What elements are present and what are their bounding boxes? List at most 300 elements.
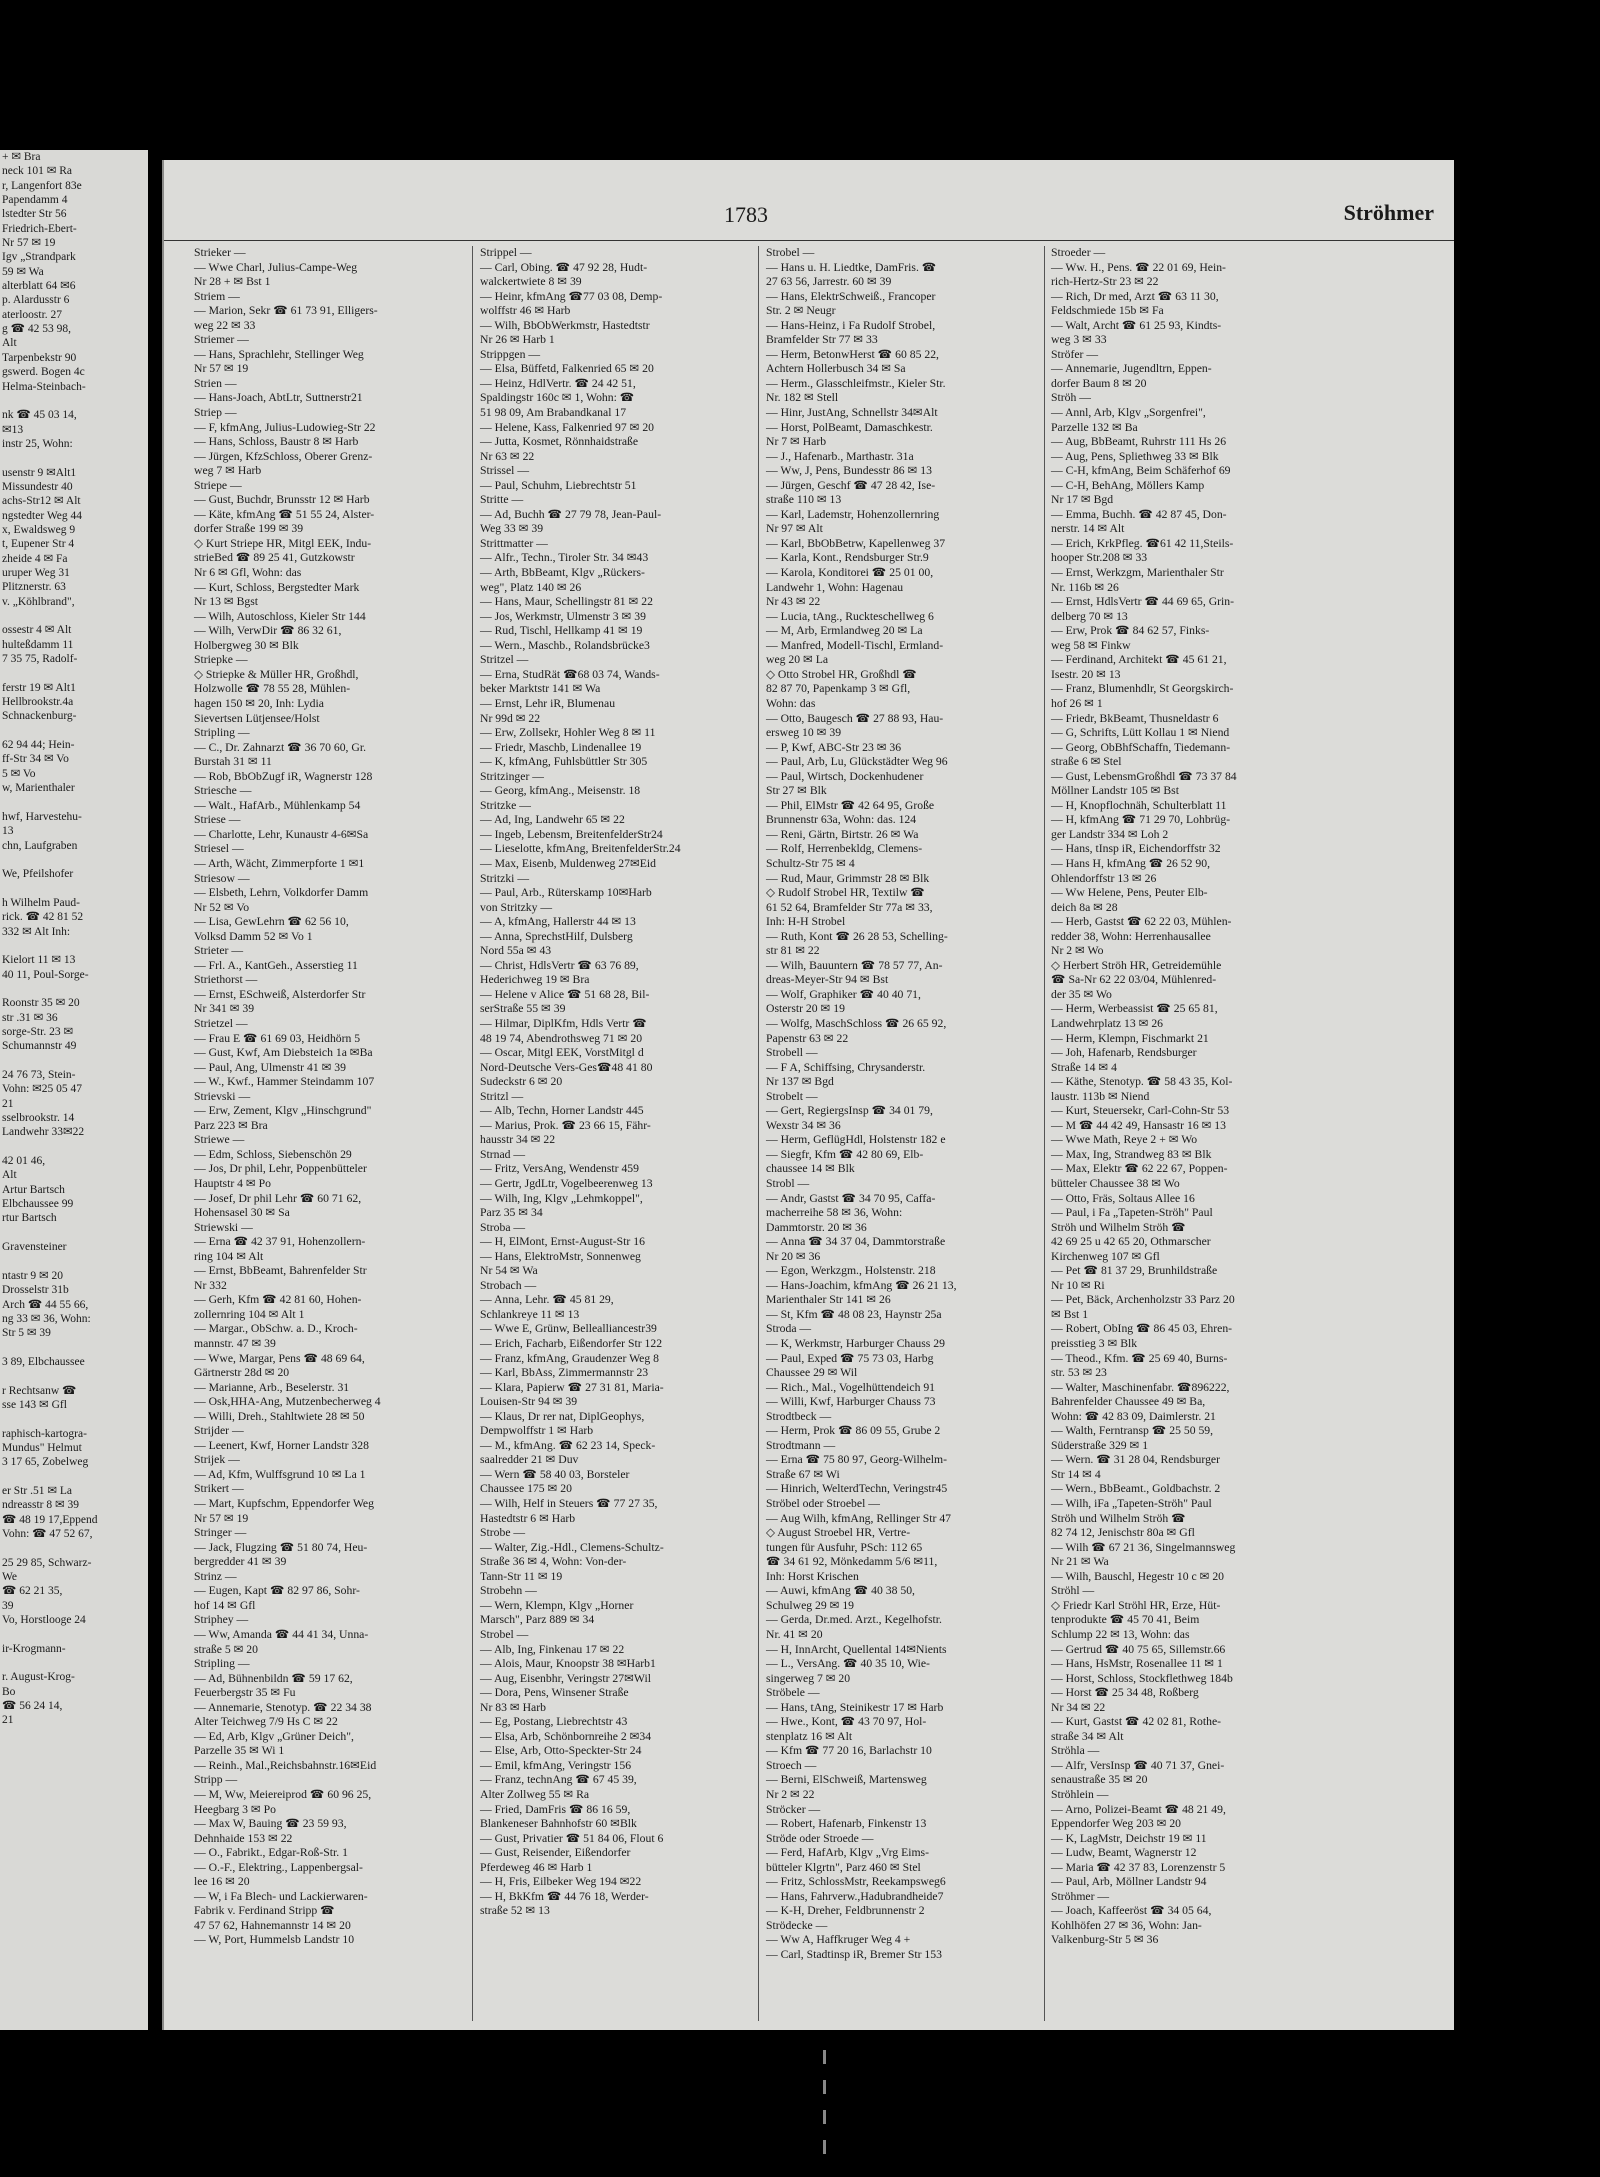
directory-entry-line: Strissel — <box>480 464 530 478</box>
directory-entry-line: Straße 14 ✉ 4 <box>1051 1060 1117 1074</box>
directory-entry-line: — Wwe, Margar, Pens ☎ 48 69 64, <box>194 1351 365 1365</box>
fragment-line <box>0 1627 148 1641</box>
directory-entry-line: — Georg, kfmAng., Meisenstr. 18 <box>480 784 641 798</box>
fragment-line: 59 ✉ Wa <box>2 265 44 278</box>
directory-entry-line: — Käthe, Stenotyp. ☎ 58 43 35, Kol- <box>1051 1075 1233 1089</box>
directory-entry-line: — J., Hafenarb., Marthastr. 31a <box>766 449 914 463</box>
directory-entry-line: Striem — <box>194 289 240 303</box>
directory-entry-line: Nr 21 ✉ Wa <box>1051 1555 1109 1569</box>
directory-entry-line: — Siegfr, Kfm ☎ 42 80 69, Elb- <box>766 1147 924 1161</box>
directory-entry-line: — Ernst, BbBeamt, Bahrenfelder Str <box>194 1264 367 1278</box>
directory-entry-line: Nr 52 ✉ Vo <box>194 900 250 914</box>
fragment-line: ir-Krogmann- <box>2 1642 66 1655</box>
directory-entry-line: walckertwiete 8 ✉ 39 <box>480 275 582 289</box>
directory-entry-line: Striesel — <box>194 842 244 856</box>
fragment-line <box>0 1470 148 1484</box>
fragment-line: 3 89, Elbchaussee <box>2 1355 85 1368</box>
directory-entry-line: Strodtbeck — <box>766 1409 832 1423</box>
fragment-line <box>0 1226 148 1240</box>
directory-entry-line: — Ww, Amanda ☎ 44 41 34, Unna- <box>194 1627 369 1641</box>
directory-entry-line: — Wern., Maschb., Rolandsbrücke3 <box>480 638 650 652</box>
fragment-line: Friedrich-Ebert- <box>2 222 77 235</box>
directory-entry-line: — Ruth, Kont ☎ 26 28 53, Schelling- <box>766 929 948 943</box>
directory-entry-line: — Ww, J, Pens, Bundesstr 86 ✉ 13 <box>766 464 932 478</box>
directory-entry-line: ◇ Kurt Striepe HR, Mitgl EEK, Indu- <box>194 536 372 550</box>
fragment-line: ntastr 9 ✉ 20 <box>2 1269 64 1282</box>
directory-entry-line: — Paul, Wirtsch, Dockenhudener <box>766 769 924 783</box>
fragment-line: hwf, Harvestehu- <box>2 810 82 823</box>
directory-entry-line: Nr 57 ✉ 19 <box>194 1511 249 1525</box>
directory-entry-line: Str. 2 ✉ Neugr <box>766 304 836 318</box>
film-mark <box>823 2140 826 2154</box>
directory-entry-line: Stripling — <box>194 726 250 740</box>
directory-entry-line: 61 52 64, Bramfelder Str 77a ✉ 33, <box>766 900 933 914</box>
fragment-line: ☎ 62 21 35, <box>2 1585 63 1598</box>
directory-entry-line: — Walter, Zig.-Hdl., Clemens-Schultz- <box>480 1540 664 1554</box>
directory-entry-line: — Gust, Kwf, Am Diebsteich 1a ✉Ba <box>194 1046 373 1060</box>
directory-entry-line: — M., kfmAng. ☎ 62 23 14, Speck- <box>480 1438 656 1452</box>
fragment-line: x, Ewaldsweg 9 <box>2 523 76 536</box>
directory-entry-line: — C-H, BehAng, Möllers Kamp <box>1051 478 1205 492</box>
directory-entry-line: Dammtorstr. 20 ✉ 36 <box>766 1220 867 1234</box>
directory-entry-line: — Gertr, JgdLtr, Vogelbeerenweg 13 <box>480 1177 653 1190</box>
directory-entry-line: — Wwe Charl, Julius-Campe-Weg <box>194 260 358 274</box>
directory-entry-line: — Pet ☎ 81 37 29, Brunhildstraße <box>1051 1264 1218 1278</box>
directory-entry-line: Striewe — <box>194 1133 245 1147</box>
directory-entry-line: — Elsa, Arb, Schönbornreihe 2 ✉34 <box>480 1729 652 1743</box>
directory-entry-line: ☎ 34 61 92, Mönkedamm 5/6 ✉11, <box>766 1555 938 1569</box>
directory-entry-line: — Wilh, Autoschloss, Kieler Str 144 <box>194 609 366 623</box>
directory-entry-line: Hohensasel 30 ✉ Sa <box>194 1206 290 1220</box>
directory-entry-line: weg 58 ✉ Finkw <box>1051 638 1131 652</box>
directory-entry-line: — Rolf, Herrenbekldg, Clemens- <box>766 842 923 856</box>
directory-entry-line: — Erich, Facharb, Eißendorfer Str 122 <box>480 1337 663 1351</box>
directory-entry-line: Strödecke — <box>766 1918 828 1932</box>
directory-entry-line: — Ww Helene, Pens, Peuter Elb- <box>1051 886 1208 900</box>
directory-entry-line: ring 104 ✉ Alt <box>194 1249 264 1263</box>
directory-entry-line: dorfer Straße 199 ✉ 39 <box>194 522 304 536</box>
directory-entry-line: 48 19 74, Abendrothsweg 71 ✉ 20 <box>480 1031 643 1045</box>
fragment-line: Schumannstr 49 <box>2 1040 77 1053</box>
directory-entry-line: weg 20 ✉ La <box>766 653 829 667</box>
directory-entry-line: ◇ Otto Strobel HR, Großhdl ☎ <box>766 667 917 681</box>
fragment-line: Papendamm 4 <box>2 194 68 207</box>
fragment-line: Vo, Horstlooge 24 <box>2 1614 86 1627</box>
directory-entry-line: Süderstraße 329 ✉ 1 <box>1051 1438 1149 1452</box>
directory-entry-line: hof 26 ✉ 1 <box>1051 696 1103 710</box>
directory-entry-line: Gärtnerstr 28d ✉ 20 <box>194 1366 290 1380</box>
fragment-line: Alt <box>2 1169 17 1182</box>
directory-entry-line: Parz 223 ✉ Bra <box>194 1118 268 1132</box>
directory-entry-line: Strittmatter — <box>480 536 548 550</box>
directory-entry-line: — Ad, Ing, Landwehr 65 ✉ 22 <box>480 813 625 827</box>
directory-entry-line: ◇ Striepke & Müller HR, Großhdl, <box>194 667 359 681</box>
directory-entry-line: — Alois, Maur, Knoopstr 38 ✉Harb1 <box>480 1657 656 1671</box>
directory-entry-line: — Walt, Archt ☎ 61 25 93, Kindts- <box>1051 318 1222 332</box>
directory-entry-line: Inh: Horst Krischen <box>766 1569 859 1583</box>
directory-entry-line: — Phil, ElMstr ☎ 42 64 95, Große <box>766 798 935 812</box>
directory-entry-line: Parzelle 132 ✉ Ba <box>1051 420 1138 434</box>
directory-entry-line: Striphey — <box>194 1613 249 1627</box>
directory-entry-line: — Franz, Blumenhdlr, St Georgskirch- <box>1051 682 1234 696</box>
running-head: Ströhmer <box>1343 200 1434 225</box>
directory-entry-line: — P, Kwf, ABC-Str 23 ✉ 36 <box>766 740 902 754</box>
directory-entry-line: bergredder 41 ✉ 39 <box>194 1555 287 1569</box>
directory-entry-line: — Dora, Pens, Winsener Straße <box>480 1686 629 1700</box>
directory-entry-line: hooper Str.208 ✉ 33 <box>1051 551 1148 565</box>
fragment-line: We <box>2 1571 18 1584</box>
directory-entry-line: Strijek — <box>194 1453 240 1467</box>
directory-entry-line: — Heinr, kfmAng ☎77 03 08, Demp- <box>480 289 663 303</box>
directory-entry-line: — Jos, Dr phil, Lehr, Poppenbütteler <box>194 1162 367 1176</box>
directory-entry-line: saalredder 21 ✉ Duv <box>480 1453 579 1467</box>
directory-entry-line: Strietzel — <box>194 1016 248 1030</box>
directory-entry-line: — H, ElMont, Ernst-August-Str 16 <box>480 1235 645 1249</box>
directory-entry-line: ◇ August Stroebel HR, Vertre- <box>766 1526 911 1540</box>
directory-entry-line: Dehnhaide 153 ✉ 22 <box>194 1831 293 1845</box>
directory-entry-line: 27 63 56, Jarrestr. 60 ✉ 39 <box>766 275 892 289</box>
directory-entry-line: Alter Teichweg 7/9 Hs C ✉ 22 <box>194 1715 338 1729</box>
directory-entry-line: straße 5 ✉ 20 <box>194 1642 258 1656</box>
directory-entry-line: Stroda — <box>766 1322 812 1336</box>
directory-entry-line: Strien — <box>194 376 237 390</box>
directory-entry-line: Ströh und Wilhelm Ströh ☎ <box>1051 1220 1186 1234</box>
directory-entry-line: — Hans, tAng, Steinikestr 17 ✉ Harb <box>766 1700 944 1714</box>
directory-entry-line: — Marianne, Arb., Beselerstr. 31 <box>194 1380 350 1394</box>
directory-entry-line: Achtern Hollerbusch 34 ✉ Sa <box>766 362 906 376</box>
directory-entry-line: — O.-F., Elektring., Lappenbergsal- <box>194 1860 363 1874</box>
directory-entry-line: — Wilh, Ing, Klgv „Lehmkoppel", <box>480 1191 643 1205</box>
directory-entry-line: — Egon, Werkzgm., Holstenstr. 218 <box>766 1264 936 1278</box>
directory-entry-line: Strikert — <box>194 1482 244 1496</box>
directory-entry-line: Strobe — <box>480 1526 526 1540</box>
directory-entry-line: — Hans, HsMstr, Rosenallee 11 ✉ 1 <box>1051 1657 1223 1671</box>
directory-entry-line: Nr 28 + ✉ Bst 1 <box>194 275 271 289</box>
directory-entry-line: Louisen-Str 94 ✉ 39 <box>480 1395 578 1409</box>
directory-entry-line: — Franz, technAng ☎ 67 45 39, <box>480 1773 637 1787</box>
directory-entry-line: — Herm, Klempn, Fischmarkt 21 <box>1051 1031 1209 1045</box>
directory-entry-line: Spaldingstr 160c ✉ 1, Wohn: ☎ <box>480 391 635 405</box>
directory-entry-line: — Fritz, VersAng, Wendenstr 459 <box>480 1162 639 1176</box>
directory-entry-line: — Auwi, kfmAng ☎ 40 38 50, <box>766 1584 915 1598</box>
directory-entry-line: — Wwe E, Grünw, Bellealliancestr39 <box>480 1322 657 1336</box>
directory-entry-line: senaustraße 35 ✉ 20 <box>1051 1773 1148 1787</box>
directory-entry-line: Holbergweg 30 ✉ Blk <box>194 638 299 652</box>
directory-entry-line: Ströbel oder Stroebel — <box>766 1497 880 1511</box>
directory-entry-line: ◇ Herbert Ströh HR, Getreidemühle <box>1051 958 1222 972</box>
directory-entry-line: — Helene, Kass, Falkenried 97 ✉ 20 <box>480 420 655 434</box>
fragment-line <box>0 795 148 809</box>
film-mark <box>823 2110 826 2124</box>
directory-entry-line: — Gerh, Kfm ☎ 42 81 60, Hohen- <box>194 1293 362 1307</box>
directory-entry-line: — Erna ☎ 75 80 97, Georg-Wilhelm- <box>766 1453 948 1467</box>
fragment-line: achs-Str12 ✉ Alt <box>2 495 81 508</box>
directory-entry-line: — Otto, Baugesch ☎ 27 88 93, Hau- <box>766 711 944 725</box>
directory-entry-line: ◇ Friedr Karl Ströhl HR, Erze, Hüt- <box>1051 1598 1221 1612</box>
fragment-line: w, Marienthaler <box>2 782 75 795</box>
fragment-line: r, Langenfort 83e <box>2 179 82 192</box>
directory-entry-line: rich-Hertz-Str 23 ✉ 22 <box>1051 275 1159 289</box>
directory-entry-line: der 35 ✉ Wo <box>1051 987 1112 1001</box>
directory-entry-line: Str 14 ✉ 4 <box>1051 1467 1101 1481</box>
fragment-line <box>0 609 148 623</box>
directory-entry-line: Nr 99d ✉ 22 <box>480 711 541 725</box>
directory-entry-line: singerweg 7 ✉ 20 <box>766 1671 851 1685</box>
fragment-line <box>0 1656 148 1670</box>
directory-entry-line: Stringer — <box>194 1526 247 1540</box>
directory-entry-line: Strobel — <box>766 246 815 259</box>
directory-entry-line: — Hans, Maur, Schellingstr 81 ✉ 22 <box>480 595 653 609</box>
fragment-line: ☎ 48 19 17,Eppend <box>2 1513 98 1526</box>
directory-entry-line: Ströcker — <box>766 1802 821 1816</box>
directory-entry-line: — H, Fris, Eilbeker Weg 194 ✉22 <box>480 1875 642 1889</box>
directory-entry-line: Valkenburg-Str 5 ✉ 36 <box>1051 1933 1159 1947</box>
directory-entry-line: Bahrenfelder Chaussee 49 ✉ Ba, <box>1051 1395 1206 1409</box>
directory-entry-line: Stroeder — <box>1051 246 1106 259</box>
directory-entry-line: — Anna, Lehr. ☎ 45 81 29, <box>480 1293 614 1307</box>
directory-entry-line: — Willi, Dreh., Stahltwiete 28 ✉ 50 <box>194 1409 365 1423</box>
directory-entry-line: serStraße 55 ✉ 39 <box>480 1002 566 1016</box>
directory-entry-line: — Hans-Joachim, kfmAng ☎ 26 21 13, <box>766 1278 957 1292</box>
fragment-line <box>0 853 148 867</box>
directory-entry-line: Nord-Deutsche Vers-Ges☎48 41 80 <box>480 1060 653 1074</box>
directory-entry-line: — Wolfg, MaschSchloss ☎ 26 65 92, <box>766 1016 947 1030</box>
directory-entry-line: — Otto, Fräs, Soltaus Allee 16 <box>1051 1191 1195 1205</box>
directory-entry-line: Sudeckstr 6 ✉ 20 <box>480 1075 563 1089</box>
directory-entry-line: — Rich, Dr med, Arzt ☎ 63 11 30, <box>1051 289 1219 303</box>
directory-entry-line: — Horst, Schloss, Stockflethweg 184b <box>1051 1671 1233 1685</box>
directory-entry-line: — Herm, Werbeassist ☎ 25 65 81, <box>1051 1002 1218 1016</box>
directory-entry-line: Stritzke — <box>480 798 531 812</box>
fragment-line: 13 <box>2 825 14 838</box>
fragment-line: r. August-Krog- <box>2 1671 75 1684</box>
fragment-line: aterloostr. 27 <box>2 308 63 321</box>
directory-entry-line: — M ☎ 44 42 49, Hansastr 16 ✉ 13 <box>1051 1118 1226 1132</box>
directory-entry-line: — Osk,HHA-Ang, Mutzenbecherweg 4 <box>194 1395 381 1409</box>
directory-entry-line: — Paul, Ang, Ulmenstr 41 ✉ 39 <box>194 1060 346 1074</box>
directory-entry-line: — Robert, ObIng ☎ 86 45 03, Ehren- <box>1051 1322 1233 1336</box>
fragment-line: sorge-Str. 23 ✉ <box>2 1025 74 1038</box>
directory-column-3 <box>764 246 1054 2021</box>
directory-entry-line: — Hinr, JustAng, Schnellstr 34✉Alt <box>766 406 938 420</box>
directory-entry-line: — Wern ☎ 58 40 03, Borsteler <box>480 1467 630 1481</box>
fragment-line: Nr 57 ✉ 19 <box>2 237 56 250</box>
directory-entry-line: — Marion, Sekr ☎ 61 73 91, Elligers- <box>194 304 378 318</box>
directory-entry-line: weg 7 ✉ Harb <box>194 464 262 478</box>
directory-entry-line: Nr 54 ✉ Wa <box>480 1264 538 1278</box>
fragment-line: hulteßdamm 11 <box>2 638 74 651</box>
directory-entry-line: — Fried, DamFris ☎ 86 16 59, <box>480 1802 631 1816</box>
directory-entry-line: Blankeneser Bahnhofstr 60 ✉Blk <box>480 1817 637 1831</box>
directory-entry-line: Bramfelder Str 77 ✉ 33 <box>766 333 878 347</box>
fragment-line: Str 5 ✉ 39 <box>2 1327 51 1340</box>
directory-entry-line: — Aug, Eisenbhr, Veringstr 27✉Wil <box>480 1671 651 1685</box>
directory-entry-line: — O., Fabrikt., Edgar-Roß-Str. 1 <box>194 1846 348 1860</box>
directory-entry-line: Marsch", Parz 889 ✉ 34 <box>480 1613 595 1627</box>
fragment-line: 25 29 85, Schwarz- <box>2 1556 92 1569</box>
directory-entry-line: Chaussee 175 ✉ 20 <box>480 1482 572 1496</box>
fragment-line: Landwehr 33✉22 <box>2 1126 85 1139</box>
directory-entry-line: — Hans, ElektrSchweiß., Francoper <box>766 289 936 303</box>
directory-entry-line: Striepke — <box>194 653 248 667</box>
fragment-line: ☎ 56 24 14, <box>2 1700 63 1713</box>
directory-entry-line: — Lieselotte, kfmAng, BreitenfelderStr.24 <box>480 842 681 856</box>
directory-entry-line: — W., Kwf., Hammer Steindamm 107 <box>194 1075 375 1089</box>
directory-entry-line: — Marius, Prok. ☎ 23 66 15, Fähr- <box>480 1118 651 1132</box>
fragment-line: Bo <box>2 1685 16 1698</box>
directory-entry-line: Ströhla — <box>1051 1744 1100 1758</box>
directory-entry-line: Tann-Str 11 ✉ 19 <box>480 1569 563 1583</box>
directory-entry-line: Kirchenweg 107 ✉ Gfl <box>1051 1249 1160 1263</box>
directory-entry-line: Nr 10 ✉ Ri <box>1051 1278 1105 1292</box>
directory-entry-line: — Aug Wilh, kfmAng, Rellinger Str 47 <box>766 1511 952 1525</box>
fragment-line: 62 94 44; Hein- <box>2 739 75 752</box>
directory-entry-line: — St, Kfm ☎ 48 08 23, Haynstr 25a <box>766 1307 942 1321</box>
directory-entry-line: Eppendorfer Weg 203 ✉ 20 <box>1051 1817 1182 1831</box>
directory-entry-line: — Wilh, iFa „Tapeten-Ströh" Paul <box>1051 1497 1212 1511</box>
fragment-line <box>0 451 148 465</box>
directory-entry-line: — K, Werkmstr, Harburger Chauss 29 <box>766 1337 945 1351</box>
directory-entry-line: — Gust, Privatier ☎ 51 84 06, Flout 6 <box>480 1831 664 1845</box>
directory-entry-line: — Carl, Stadtinsp iR, Bremer Str 153 <box>766 1947 942 1961</box>
directory-entry-line: — Frl. A., KantGeh., Asserstieg 11 <box>194 958 358 972</box>
fragment-line: 3 17 65, Zobelweg <box>2 1456 89 1469</box>
directory-entry-line: — H, InnArcht, Quellental 14✉Nients <box>766 1642 947 1656</box>
fragment-line: Drosselstr 31b <box>2 1284 69 1297</box>
directory-entry-line: 47 57 62, Hahnemannstr 14 ✉ 20 <box>194 1918 351 1932</box>
fragment-line: instr 25, Wohn: <box>2 437 73 450</box>
directory-entry-line: — Gust, LebensmGroßhdl ☎ 73 37 84 <box>1051 769 1237 783</box>
directory-entry-line: — Andr, Gastst ☎ 34 70 95, Caffa- <box>766 1191 936 1205</box>
directory-entry-line: Nr 341 ✉ 39 <box>194 1002 255 1016</box>
directory-entry-line: — Wwe Math, Reye 2 + ✉ Wo <box>1051 1133 1198 1147</box>
directory-entry-line: Nr. 41 ✉ 20 <box>766 1627 823 1641</box>
directory-entry-line: Wohn: das <box>766 696 816 710</box>
directory-entry-line: straße 52 ✉ 13 <box>480 1904 550 1918</box>
fragment-line: ndreasstr 8 ✉ 39 <box>2 1499 80 1512</box>
fragment-line: 24 76 73, Stein- <box>2 1069 76 1081</box>
directory-entry-line: ✉ Bst 1 <box>1051 1307 1089 1321</box>
fragment-line: 40 11, Poul-Sorge- <box>2 968 89 981</box>
directory-entry-line: straße 110 ✉ 13 <box>766 493 842 507</box>
fragment-line <box>0 666 148 680</box>
directory-entry-line: redder 38, Wohn: Herrenhausallee <box>1051 929 1211 943</box>
directory-entry-line: — Gert, RegiergsInsp ☎ 34 01 79, <box>766 1104 933 1118</box>
directory-entry-line: — Jack, Flugzing ☎ 51 80 74, Heu- <box>194 1540 368 1554</box>
directory-entry-line: — Josef, Dr phil Lehr ☎ 60 71 62, <box>194 1191 362 1205</box>
directory-entry-line: Striemer — <box>194 333 249 347</box>
directory-entry-line: Strobell — <box>766 1046 818 1060</box>
directory-entry-line: — Wilh, Bauschl, Hegestr 10 c ✉ 20 <box>1051 1569 1225 1583</box>
directory-entry-line: — L., VersAng. ☎ 40 35 10, Wie- <box>766 1657 930 1671</box>
directory-entry-line: Nr 7 ✉ Harb <box>766 435 827 449</box>
fragment-line: Tarpenbekstr 90 <box>2 351 77 364</box>
directory-entry-line: Volksd Damm 52 ✉ Vo 1 <box>194 929 313 943</box>
directory-entry-line: — Herm, Prok ☎ 86 09 55, Grube 2 <box>766 1424 941 1438</box>
directory-entry-line: — H, kfmAng ☎ 71 29 70, Lohbrüg- <box>1051 813 1231 827</box>
directory-entry-line: — Gust, Buchdr, Brunsstr 12 ✉ Harb <box>194 493 370 507</box>
directory-entry-line: — Kurt, Gastst ☎ 42 02 81, Rothe- <box>1051 1715 1222 1729</box>
directory-entry-line: — Ad, Buchh ☎ 27 79 78, Jean-Paul- <box>480 507 662 521</box>
directory-entry-line: Nr 2 ✉ Wo <box>1051 944 1104 958</box>
directory-entry-line: Möllner Landstr 105 ✉ Bst <box>1051 784 1179 798</box>
fragment-line: 21 <box>2 1097 14 1110</box>
fragment-line: gswerd. Bogen 4c <box>2 366 85 379</box>
directory-entry-line: — Georg, ObBhfSchaffn, Tiedemann- <box>1051 740 1231 754</box>
directory-entry-line: — Willi, Kwf, Harburger Chauss 73 <box>766 1395 936 1409</box>
directory-entry-line: — Reinh., Mal.,Reichsbahnstr.16✉Eid <box>194 1758 377 1772</box>
directory-entry-line: Strieter — <box>194 944 244 958</box>
directory-entry-line: — Ed, Arb, Klgv „Grüner Deich", <box>194 1729 354 1743</box>
directory-entry-line: — Karl, Lademstr, Hohenzollernring <box>766 507 940 521</box>
directory-entry-line: strieBed ☎ 89 25 41, Gutzkowstr <box>194 551 355 565</box>
directory-entry-line: — Paul, Arb, Möllner Landstr 94 <box>1051 1875 1207 1889</box>
directory-entry-line: Chaussee 29 ✉ Wil <box>766 1366 858 1380</box>
directory-entry-line: Nr. 116b ✉ 26 <box>1051 580 1119 594</box>
directory-entry-line: dorfer Baum 8 ✉ 20 <box>1051 376 1147 390</box>
directory-entry-line: — C., Dr. Zahnarzt ☎ 36 70 60, Gr. <box>194 740 366 754</box>
fragment-line: Igv „Strandpark <box>2 251 76 264</box>
directory-entry-line: — Friedr, Maschb, Lindenallee 19 <box>480 740 642 754</box>
directory-entry-line: — Alfr., Techn., Tiroler Str. 34 ✉43 <box>480 551 649 565</box>
directory-entry-line: — Joach, Kaffeeröst ☎ 34 05 64, <box>1051 1904 1212 1918</box>
fragment-line: Helma-Steinbach- <box>2 380 86 393</box>
directory-entry-line: — Ernst, HdlsVertr ☎ 44 69 65, Grin- <box>1051 595 1235 609</box>
directory-entry-line: Dempwolffstr 1 ✉ Harb <box>480 1424 594 1438</box>
directory-entry-line: — Ingeb, Lebensm, BreitenfelderStr24 <box>480 827 663 841</box>
directory-entry-line: — Hans, Sprachlehr, Stellinger Weg <box>194 347 364 361</box>
directory-entry-line: — Aug, BbBeamt, Ruhrstr 111 Hs 26 <box>1051 435 1227 449</box>
directory-entry-line: — Max, Elektr ☎ 62 22 67, Poppen- <box>1051 1162 1228 1176</box>
directory-entry-line: — Ferdinand, Architekt ☎ 45 61 21, <box>1051 653 1227 667</box>
directory-entry-line: Ströhmer — <box>1051 1889 1110 1903</box>
directory-entry-line: Osterstr 20 ✉ 19 <box>766 1002 845 1016</box>
directory-entry-line: — Hans-Heinz, i Fa Rudolf Strobel, <box>766 318 936 332</box>
directory-entry-line: Feuerbergstr 35 ✉ Fu <box>194 1686 296 1700</box>
directory-entry-line: — Jürgen, Geschf ☎ 47 28 42, Ise- <box>766 478 936 492</box>
directory-entry-line: str 81 ✉ 22 <box>766 944 820 958</box>
directory-entry-line: — Rud, Tischl, Hellkamp 41 ✉ 19 <box>480 624 643 638</box>
fragment-line: We, Pfeilshofer <box>2 868 74 881</box>
fragment-line: Arch ☎ 44 55 66, <box>2 1298 89 1311</box>
directory-entry-line: — Fritz, SchlossMstr, Reekampsweg6 <box>766 1875 946 1889</box>
directory-entry-line: Feldschmiede 15b ✉ Fa <box>1051 304 1164 318</box>
directory-entry-line: Nr 2 ✉ 22 <box>766 1787 815 1801</box>
directory-entry-line: Ströbele — <box>766 1686 820 1700</box>
directory-entry-line: Weg 33 ✉ 39 <box>480 522 544 536</box>
directory-entry-line: — Arth, BbBeamt, Klgv „Rückers- <box>480 566 645 580</box>
directory-entry-line: Burstah 31 ✉ 11 <box>194 755 272 769</box>
directory-entry-line: lee 16 ✉ 20 <box>194 1875 250 1889</box>
directory-entry-line: — Arno, Polizei-Beamt ☎ 48 21 49, <box>1051 1802 1226 1816</box>
fragment-line <box>0 882 148 896</box>
directory-entry-line: dreas-Meyer-Str 94 ✉ Bst <box>766 973 889 987</box>
directory-entry-line: Ströhlein — <box>1051 1787 1109 1801</box>
directory-entry-line: Stripp — <box>194 1773 238 1787</box>
fragment-line: rick. ☎ 42 81 52 <box>2 911 84 924</box>
directory-entry-line: Ströfer — <box>1051 347 1099 361</box>
fragment-line <box>0 1412 148 1426</box>
directory-entry-line: — Karola, Konditorei ☎ 25 01 00, <box>766 566 934 580</box>
directory-entry-line: — F, kfmAng, Julius-Ludowieg-Str 22 <box>194 420 376 434</box>
fragment-line: 39 <box>2 1599 14 1612</box>
directory-entry-line: 42 69 25 u 42 65 20, Othmarscher <box>1051 1235 1211 1249</box>
directory-entry-line: — Hans-Joach, AbtLtr, Suttnerstr21 <box>194 391 363 405</box>
directory-entry-line: — Ernst, Lehr iR, Blumenau <box>480 696 616 710</box>
directory-entry-line: — Edm, Schloss, Siebenschön 29 <box>194 1147 352 1161</box>
fragment-line <box>0 1054 148 1068</box>
directory-entry-line: — Pet, Bäck, Archenholzstr 33 Parz 20 <box>1051 1293 1235 1307</box>
